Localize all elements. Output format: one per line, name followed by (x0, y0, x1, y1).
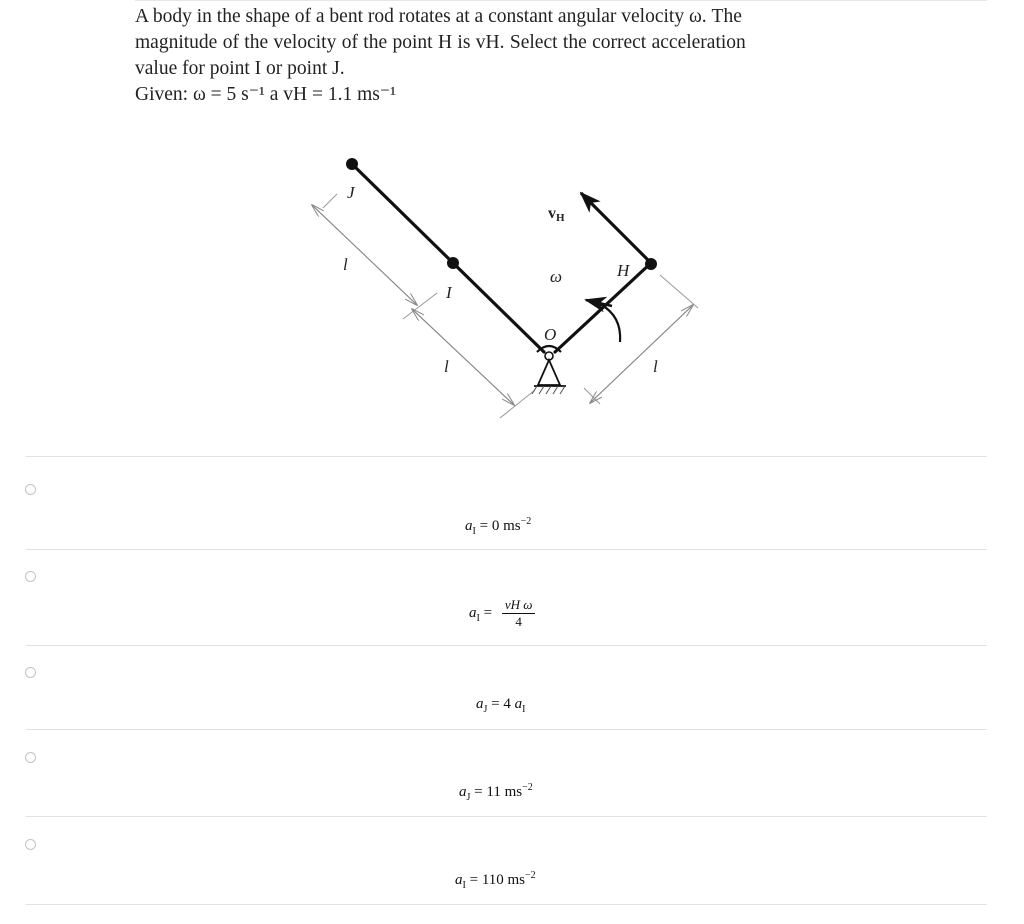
option-2-formula: $a_I$ = $\frac{\text{vH ω}}{4}$ (469, 597, 535, 630)
label-velocity: vH (548, 205, 565, 224)
question-line: value for point I or point J. (135, 58, 345, 79)
option-4-radio[interactable] (25, 752, 36, 763)
option-3-radio[interactable] (25, 667, 36, 678)
question-given: Given: ω = 5 s⁻¹ a vH = 1.1 ms⁻¹ (135, 84, 397, 105)
option-divider (26, 645, 987, 646)
option-divider (26, 729, 987, 730)
label-omega: ω (550, 267, 563, 286)
question-line: magnitude of the velocity of the point H is vH. Select the correct acceleration (135, 32, 746, 53)
option-divider (26, 549, 987, 550)
option-5-formula: $a_I = 110$ $ms^{-2}$ (455, 870, 536, 891)
label-o: O (544, 325, 557, 344)
dimension-lines (312, 194, 698, 418)
option-1-formula: $a_I = 0$ $ms^{-2}$ (465, 516, 532, 537)
point-j-dot (346, 158, 358, 170)
option-divider (26, 816, 987, 817)
option-4-formula: $a_J = 11$ $ms^{-2}$ (459, 782, 533, 803)
label-dim-left-upper: l (343, 255, 348, 274)
bent-rod (352, 164, 651, 352)
label-j: J (347, 183, 355, 202)
label-dim-left-lower: l (444, 357, 449, 376)
option-1-radio[interactable] (25, 484, 36, 495)
label-dim-right: l (653, 357, 658, 376)
option-2-radio[interactable] (25, 571, 36, 582)
omega-arrow (586, 300, 620, 342)
point-i-dot (447, 257, 459, 269)
option-divider (26, 904, 987, 905)
label-h: H (617, 261, 630, 280)
bent-rod-diagram (0, 0, 1024, 430)
option-divider (26, 456, 987, 457)
pivot-support (532, 346, 566, 394)
option-5-radio[interactable] (25, 839, 36, 850)
question-line: A body in the shape of a bent rod rotates at a constant angular velocity ω. The (135, 6, 742, 27)
label-i: I (446, 283, 452, 302)
point-h-dot (645, 258, 657, 270)
option-3-formula: $a_J = 4$ $a_I$ (476, 696, 526, 715)
